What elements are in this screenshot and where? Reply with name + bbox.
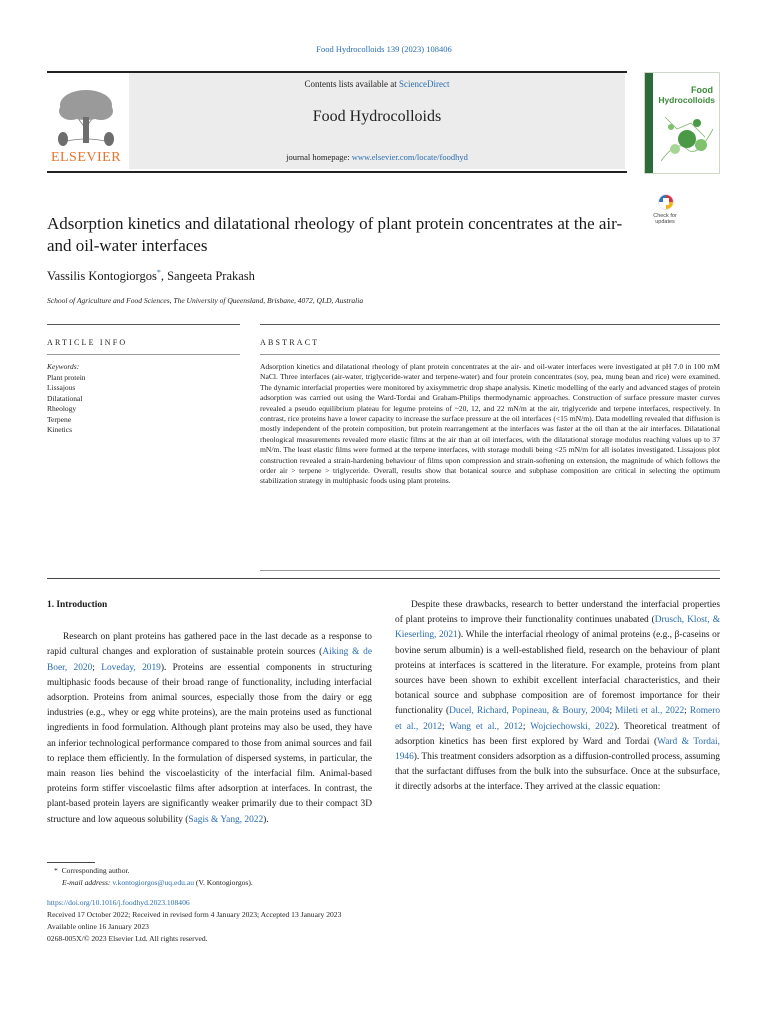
body-column-right xyxy=(395,598,720,796)
cover-title-line1: Food xyxy=(691,85,713,95)
citation-link[interactable]: Drusch, Klost, & Kieserling, 2021 xyxy=(395,615,720,641)
article-title: Adsorption kinetics and dilatational rheology of plant protein concentrates at the air- and oil-water interfaces xyxy=(47,214,623,255)
email-label: E-mail address: xyxy=(62,878,111,887)
corresponding-footnote xyxy=(54,866,130,876)
author-separator: , xyxy=(160,269,168,284)
author-name[interactable]: Sangeeta Prakash xyxy=(167,269,255,284)
front-matter-end-rule xyxy=(47,578,720,579)
journal-citation-link[interactable]: Food Hydrocolloids 139 (2023) 108406 xyxy=(316,44,452,54)
homepage-prefix: journal homepage: xyxy=(286,152,352,162)
author-affiliation: School of Agriculture and Food Sciences, The University of Queensland, Brisbane, 4072, QLD, Australia xyxy=(47,296,364,305)
intro-paragraph xyxy=(395,598,720,796)
author-name[interactable]: Vassilis Kontogiorgos xyxy=(47,269,157,284)
journal-cover-thumbnail[interactable] xyxy=(644,72,720,174)
article-info-heading: ARTICLE INFO xyxy=(47,338,128,347)
sciencedirect-link[interactable]: ScienceDirect xyxy=(399,79,450,89)
paragraph-text: ). Proteins are essential components in structuring multiphasic foods because of their broad range of functionality, including interfacial adsorption. Proteins from animal sources, especially those from the dairy or egg industries (e.g., whey or egg white proteins), are the main proteins used as functional ingredients in food formulation. Although plant proteins may also be used, they have an inferior technological performance compared to those from animal sources and fail to replace them efficiently. In the formulation of dispersed systems, in particular, the main reason lies behind the viscoelasticity of the interfacial film. Animal-based proteins form stiffer viscoelastic films after adsorption at interfaces. In contrast, the plant-based protein layers are significantly weaker primarily due to their compact 3D structure and low aqueous solubility ( xyxy=(47,662,372,825)
email-link[interactable]: v.kontogiorgos@uq.edu.au xyxy=(112,878,195,887)
available-online-date: Available online 16 January 2023 xyxy=(47,922,149,931)
journal-name: Food Hydrocolloids xyxy=(312,108,442,125)
footnote-rule xyxy=(47,862,95,863)
keyword-item: Plant protein xyxy=(47,372,86,382)
citation-link[interactable]: Romero et al., 2012 xyxy=(395,706,721,732)
abstract-text: Adsorption kinetics and dilatational rheology of plant protein concentrates at the air- and oil-water interfaces were investigated at pH 7.0 in 100 mM NaCl. Three interfaces (air-water, triglyceride-water and terpene-water) and four protein concentrates (soy, pea, mung bean and rice) were examined. The dynamic interfacial properties were monitored by axisymmetric drop shape analysis. Kinetic modelling of the early and advanced stages of protein adsorption was carried out using the Ward-Tordai and Graham-Philips thermodynamic approaches. Construction of surface pressure master curves revealed a pseudo equilibrium plateau for legume proteins of ~20, 12, and 22 mN/m at the air, triglyceride and terpene interfaces, respectively. In contrast, rice proteins have a lower capacity to increase the surface pressure at the oil interfaces (<15 mN/m). Data modelling revealed that diffusion is mostly independent of the protein composition, but protein rearrangement at the interfaces was faster at the oil than at the air interfaces. Dilatational rheological measurements revealed more elastic films at the air than at oil interfaces, with the dilatational storage modulus reaching values up to 37 mN/m. The least elastic films were formed at the terpene interfaces, with storage moduli being <25 mN/m for all isolates investigated. Lissajous plot construction revealed a strain-hardening behaviour of films upon compression and strain-softening on extension, the magnitude of which follows the order air > terpene > triglyceride. Overall, results show that botanical source and subphase composition are critical in selecting the optimum stabilization strategy in multiphasic foods using plant proteins. xyxy=(260,362,720,486)
abstract-heading: ABSTRACT xyxy=(260,338,320,347)
cover-title-line2: Hydrocolloids xyxy=(658,95,715,105)
keyword-item: Dilatational xyxy=(47,393,83,403)
doi-link[interactable]: https://doi.org/10.1016/j.foodhyd.2023.108406 xyxy=(47,898,190,907)
keyword-item: Rheology xyxy=(47,404,77,413)
citation-link[interactable]: Aiking & de Boer, 2020 xyxy=(47,647,372,673)
contents-prefix: Contents lists available at xyxy=(304,79,399,89)
paragraph-text: ). While the interfacial rheology of animal proteins (e.g., β-caseins or bovine serum albumin) is a well-established field, research on the behaviour of plant proteins at interfaces is scattered in the literature. For example, proteins from plant sources have been shown to exhibit excellent interfacial characteristics, and their botanical source and subphase composition are of foremost importance for their functionality ( xyxy=(395,630,720,717)
article-info-rule xyxy=(47,324,240,325)
paragraph-text: Research on plant proteins has gathered pace in the last decade as a response to rapid cultural changes and exploration of sustainable protein sources ( xyxy=(47,632,372,658)
email-suffix: (V. Kontogiorgos). xyxy=(194,878,253,887)
paragraph-text: Despite these drawbacks, research to better understand the interfacial properties of plant proteins to improve their functionality continues unabated ( xyxy=(395,600,720,626)
body-column-left xyxy=(47,598,372,828)
author-list xyxy=(47,268,255,284)
keyword-item: Lissajous xyxy=(47,383,76,392)
contents-line xyxy=(129,79,625,89)
elsevier-wordmark: ELSEVIER xyxy=(50,150,122,165)
received-dates: Received 17 October 2022; Received in revised form 4 January 2023; Accepted 13 January 2023 xyxy=(47,910,342,919)
corresponding-footnote-text: Corresponding author. xyxy=(61,866,130,875)
copyright-line: 0268-005X/© 2023 Elsevier Ltd. All rights reserved. xyxy=(47,934,208,943)
paragraph-text: ; xyxy=(522,721,531,732)
paragraph-text: ). xyxy=(263,814,269,825)
paragraph-text: ; xyxy=(609,706,616,717)
article-info-rule-sub xyxy=(47,354,240,355)
keyword-item: Terpene xyxy=(47,414,72,424)
check-for-updates-icon[interactable] xyxy=(655,193,677,213)
corresponding-author-mark[interactable]: * xyxy=(156,268,161,277)
abstract-rule-sub xyxy=(260,354,720,355)
citation-link[interactable]: Mileti et al., 2022 xyxy=(615,706,685,717)
paragraph-text: ; xyxy=(92,662,102,673)
cover-molecule-graphic xyxy=(657,109,715,169)
cover-side-band xyxy=(645,73,653,173)
citation-link[interactable]: Wojciechowski, 2022 xyxy=(530,721,614,732)
citation-link[interactable]: Ward & Tordai, 1946 xyxy=(395,736,720,763)
email-footnote xyxy=(62,878,253,888)
abstract-end-rule xyxy=(260,570,720,571)
paragraph-text: ). This treatment considers adsorption as a diffusion-controlled process, assuming that the surfactant diffuses from the bulk into the subsurface. Once at the subsurface, it directly adsorbs at the interface. They arrived at the classic equation: xyxy=(395,752,720,793)
paragraph-text: ; xyxy=(684,706,690,717)
paragraph-text: ). Theoretical treatment of adsorption kinetics has been first explored by Ward and Tordai ( xyxy=(395,721,720,747)
homepage-link[interactable]: www.elsevier.com/locate/foodhyd xyxy=(351,152,468,162)
header-rule-bottom xyxy=(47,171,627,173)
check-for-updates-label[interactable]: Check for updates xyxy=(653,213,677,225)
section-title-introduction: 1. Introduction xyxy=(47,600,108,610)
keywords-label: Keywords: xyxy=(47,362,80,371)
citation-link[interactable]: Sagis & Yang, 2022 xyxy=(188,814,264,825)
citation-link[interactable]: Loveday, 2019 xyxy=(101,662,161,673)
paragraph-text: ; xyxy=(441,721,450,732)
citation-link[interactable]: Ducel, Richard, Popineau, & Boury, 2004 xyxy=(449,706,610,717)
abstract-rule xyxy=(260,324,720,325)
citation-link[interactable]: Wang et al., 2012 xyxy=(449,721,523,732)
homepage-line xyxy=(129,152,625,162)
corresponding-footnote-mark: * xyxy=(54,866,58,875)
keyword-item: Kinetics xyxy=(47,425,72,434)
intro-paragraph xyxy=(47,630,372,828)
keywords-block xyxy=(47,362,237,436)
